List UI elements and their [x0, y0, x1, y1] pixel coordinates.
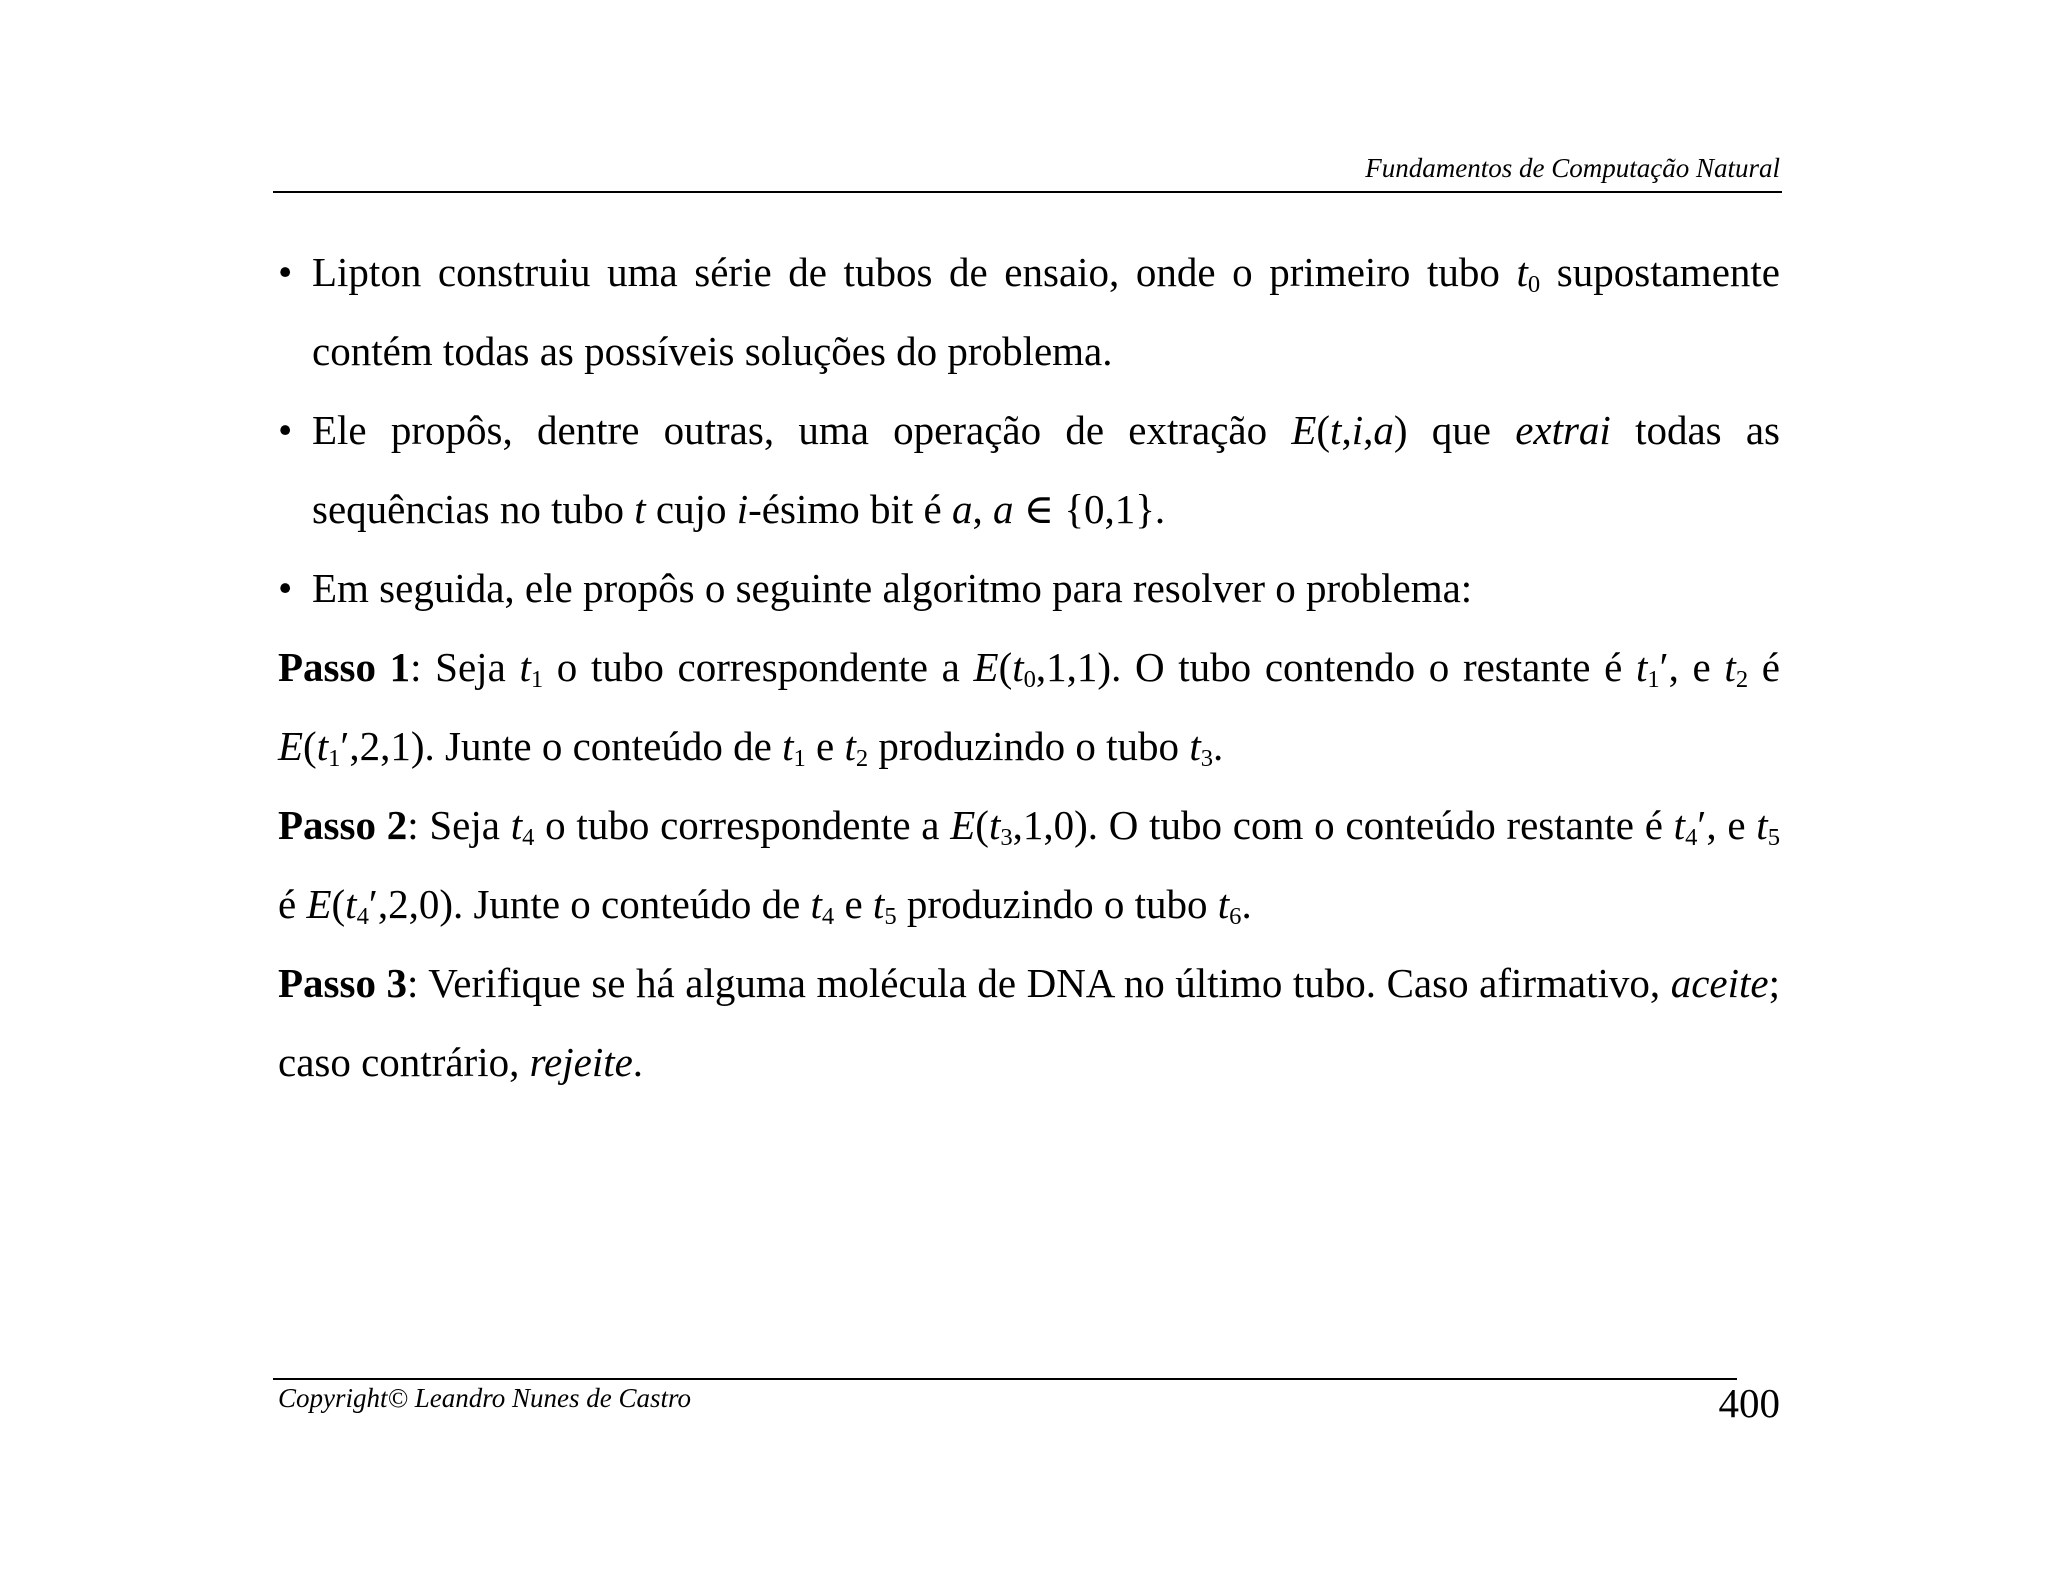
bullet-icon: • [278, 249, 293, 295]
step-text [278, 802, 1780, 931]
bullet-item [278, 549, 1780, 628]
running-header: Fundamentos de Computação Natural [1365, 153, 1780, 183]
copyright-notice: Copyright© Leandro Nunes de Castro [278, 1383, 692, 1413]
bullet-icon: • [278, 407, 293, 453]
text-content: : Verifique se há alguma molécula de DNA no último tubo. Caso afirmativo, aceite; caso contrário, rejeite. [278, 960, 1780, 1085]
header-rule [273, 191, 1782, 193]
footer-rule [273, 1378, 1737, 1380]
bullet-item [278, 391, 1780, 549]
text-content: Ele propôs, dentre outras, uma operação de extração E(t,i,a) que extrai todas as sequências no tubo t cujo i-ésimo bit é a, a ∈ {0,1}. [312, 407, 1780, 532]
text-content: : Seja $t_4$ o tubo correspondente a $E(t_3,1,0)$. O tubo com o conteúdo restante é $t_4'$, e $t_5$ é $E(t_4',2,0)$. Junte o conteúdo de $t_4$ e $t_5$ produzindo o tubo $t_6$. [278, 802, 1780, 931]
step-text [278, 960, 1780, 1085]
text-content: Em seguida, ele propôs o seguinte algoritmo para resolver o problema: [312, 565, 1473, 611]
page-number: 400 [1718, 1380, 1780, 1426]
algorithm-step [278, 628, 1780, 786]
step-label: Passo 3 [278, 960, 408, 1006]
step-label: Passo 1 [278, 644, 411, 690]
text-content: Lipton construiu uma série de tubos de ensaio, onde o primeiro tubo $t_0$ supostamente contém todas as possíveis soluções do problema. [312, 249, 1780, 374]
algorithm-step [278, 786, 1780, 944]
page-body [278, 233, 1780, 1102]
step-text [278, 644, 1780, 773]
bullet-icon: • [278, 565, 293, 611]
step-label: Passo 2 [278, 802, 408, 848]
algorithm-step [278, 944, 1780, 1102]
bullet-item [278, 233, 1780, 391]
text-content: : Seja $t_1$ o tubo correspondente a $E(t_0,1,1)$. O tubo contendo o restante é $t_1'$, e $t_2$ é $E(t_1',2,1)$. Junte o conteúdo de $t_1$ e $t_2$ produzindo o tubo $t_3$. [278, 644, 1780, 773]
